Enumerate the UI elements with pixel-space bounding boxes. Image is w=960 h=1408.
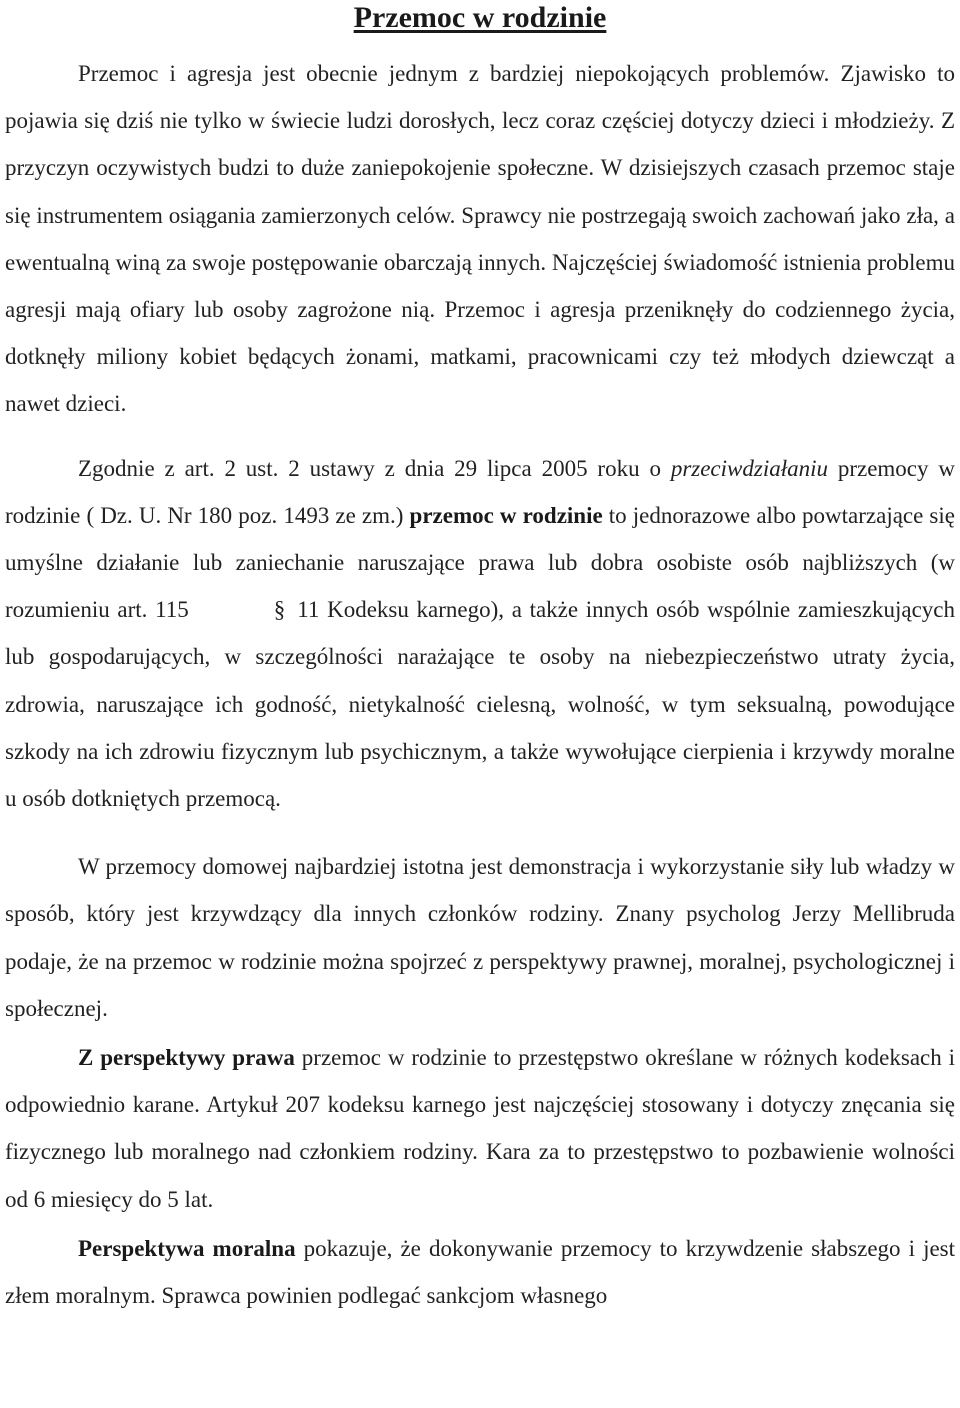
- paragraph-text: przemoc w rodzinie to przestępstwo określane w różnych kodeksach i odpowiednio karane. Artykuł 207 kodeksu karnego jest najczęściej stosowany i dotyczy znęcania się fizycznego lub moralnego nad członkiem rodziny. Kara za to przestępstwo to pozbawienie wolności od 6 miesięcy do 5 lat.: [5, 1045, 956, 1212]
- definition-text-part-1: to jednorazowe albo powtarzające się umyślne działanie lub zaniechanie naruszające prawa lub dobra osobiste osób najbliższych (w rozumieniu art. 115: [5, 502, 955, 623]
- defined-term: przemoc w rodzinie: [409, 502, 603, 528]
- legal-perspective-heading: Z perspektywy prawa: [78, 1045, 295, 1071]
- paragraph-text: W przemocy domowej najbardziej istotna jest demonstracja i wykorzystanie siły lub władzy w sposób, który jest krzywdzący dla innych członków rodziny. Znany psycholog Jerzy Mellibruda podaje, że na przemoc w rodzinie można spojrzeć z perspektywy prawnej, moralnej, psychologicznej i społecznej.: [5, 854, 955, 1021]
- paragraph-text: pokazuje, że dokonywanie przemocy to krzywdzenie słabszego i jest złem moralnym. Sprawca powinien podlegać sankcjom własnego: [5, 1235, 956, 1309]
- section-sign-symbol: §: [273, 597, 286, 623]
- paragraph-text: Przemoc i agresja jest obecnie jednym z bardziej niepokojących problemów. Zjawisko to pojawia się dziś nie tylko w świecie ludzi dorosłych, lecz coraz częściej dotyczy dzieci i młodzieży. Z przyczyn oczywistych budzi to duże zaniepokojenie społeczne. W dzisiejszych czasach przemoc staje się instrumentem osiągania zamierzonych celów. Sprawcy nie postrzegają swoich zachowań jako zła, a ewentualną winą za swoje postępowanie obarczają innych. Najczęściej świadomość istnienia problemu agresji mają ofiary lub osoby zagrożone nią. Przemoc i agresja przeniknęły do codziennego życia, dotknęły miliony kobiet będących żonami, matkami, pracownicami czy też młodych dziewcząt a nawet dzieci.: [5, 61, 955, 417]
- paragraph-legal-perspective: [0, 1034, 960, 1223]
- document-title: Przemoc w rodzinie: [353, 1, 607, 34]
- paragraph-introduction: [0, 50, 960, 428]
- definition-text-part-2: 11 Kodeksu karnego), a także innych osób wspólnie zamieszkujących lub gospodarujących, w szczególności narażające te osoby na niebezpieczeństwo utraty życia, zdrowia, naruszające ich godność, nietykalność cielesną, wolność, w tym seksualną, powodujące szkody na ich zdrowiu fizycznym lub psychicznym, a także wywołujące cierpienia i krzywdy moralne u osób dotkniętych przemocą.: [5, 597, 955, 812]
- legal-intro-text: Zgodnie z art. 2 ust. 2 ustawy z dnia 29 lipca 2005 roku o: [78, 455, 671, 481]
- paragraph-domestic-violence: [0, 843, 960, 1032]
- paragraph-moral-perspective: [0, 1225, 960, 1319]
- moral-perspective-heading: Perspektywa moralna: [78, 1235, 296, 1261]
- act-title-rest: przemocy w rodzinie ( Dz. U. Nr 180 poz. 1493 ze zm.): [5, 455, 955, 528]
- act-title-italic: przeciwdziałaniu: [670, 455, 828, 481]
- paragraph-legal-definition: [0, 445, 960, 823]
